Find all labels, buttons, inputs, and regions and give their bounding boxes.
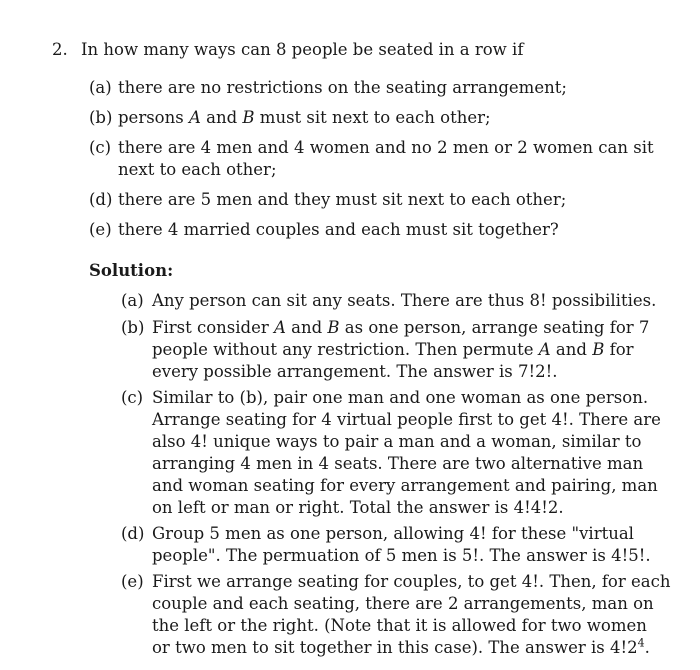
solution-c-line-5: and woman seating for every arrangement and pairing, man [152, 476, 658, 495]
solution-d-line-1: Group 5 men as one person, allowing 4! for these "virtual [152, 524, 634, 543]
part-c-text-line-1: there are 4 men and 4 women and no 2 men or 2 women can sit [118, 138, 654, 157]
solution-a-label: (a) [121, 291, 144, 310]
solution-e-line-1: First we arrange seating for couples, to get 4!. Then, for each [152, 572, 671, 591]
solution-a-line-1: Any person can sit any seats. There are thus 8! possibilities. [152, 291, 657, 310]
solution-e-line-4 [152, 638, 650, 658]
part-c-text-line-2: next to each other; [118, 160, 277, 179]
solution-c-line-6: on left or man or right. Total the answer is 4!4!2. [152, 498, 564, 517]
solution-b-line-3: every possible arrangement. The answer is 7!2!. [152, 362, 558, 381]
solution-e-line-3: the left or the right. (Note that it is allowed for two women [152, 616, 647, 635]
solution-c-line-4: arranging 4 men in 4 seats. There are two alternative man [152, 454, 644, 473]
part-c-label: (c) [89, 138, 112, 157]
solution-b-line-2: people without any restriction. Then permute A and B for [152, 340, 634, 359]
problem-stem: In how many ways can 8 people be seated in a row if [81, 40, 524, 59]
part-b-label: (b) [89, 108, 113, 127]
part-a-label: (a) [89, 78, 112, 97]
part-e-label: (e) [89, 220, 112, 239]
solution-c-label: (c) [121, 388, 144, 407]
part-d-label: (d) [89, 190, 113, 209]
exponent: 4 [637, 636, 645, 650]
solution-c-line-2: Arrange seating for 4 virtual people first to get 4!. There are [152, 410, 661, 429]
part-b-text: persons A and B must sit next to each other; [118, 108, 491, 127]
problem-number: 2. [52, 40, 68, 59]
part-a-text: there are no restrictions on the seating arrangement; [118, 78, 567, 97]
solution-e-line-2: couple and each seating, there are 2 arrangements, man on [152, 594, 654, 613]
solution-d-line-2: people". The permuation of 5 men is 5!. The answer is 4!5!. [152, 546, 651, 565]
solution-d-label: (d) [121, 524, 145, 543]
solution-heading: Solution: [89, 261, 174, 280]
solution-b-label: (b) [121, 318, 145, 337]
solution-e-line-4-text: or two men to sit together in this case). The answer is 4!2 [152, 638, 638, 657]
solution-c-line-1: Similar to (b), pair one man and one woman as one person. [152, 388, 649, 407]
solution-b-line-1: First consider A and B as one person, arrange seating for 7 [152, 318, 650, 337]
solution-e-label: (e) [121, 572, 144, 591]
part-e-text: there 4 married couples and each must sit together? [118, 220, 559, 239]
final-period: . [644, 638, 650, 657]
solution-c-line-3: also 4! unique ways to pair a man and a woman, similar to [152, 432, 642, 451]
part-d-text: there are 5 men and they must sit next to each other; [118, 190, 567, 209]
